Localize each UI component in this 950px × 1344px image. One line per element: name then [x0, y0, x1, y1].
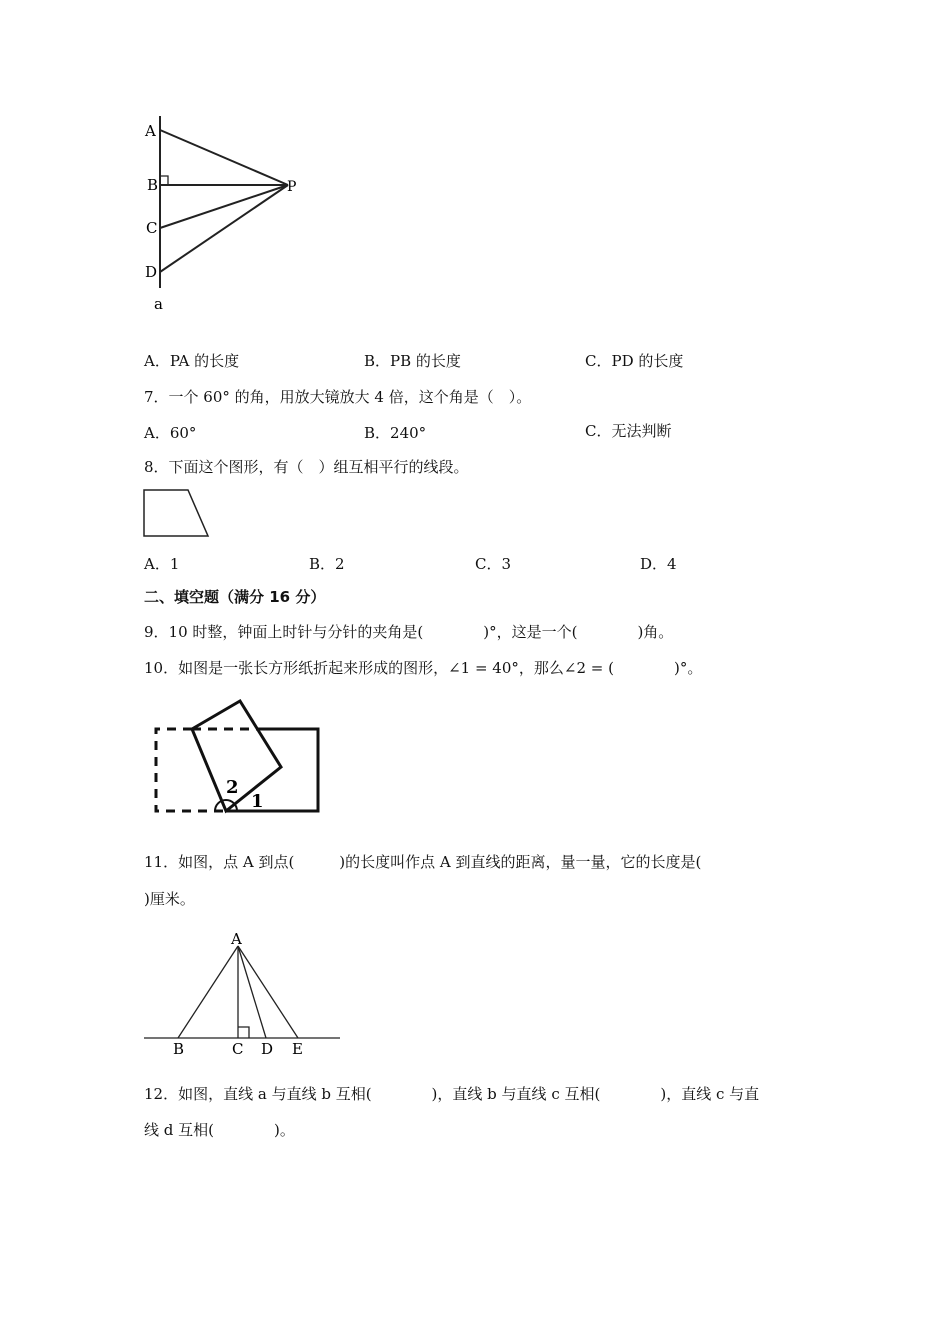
q7-option-c[interactable]: C．无法判断 — [585, 422, 672, 440]
q6-option-b[interactable]: B．PB 的长度 — [364, 352, 461, 370]
q10-folded-paper-figure — [150, 696, 330, 821]
q8-option-b[interactable]: B．2 — [309, 555, 345, 573]
q10-angle-1-label: 1 — [251, 791, 264, 812]
q6-label-d-point: D — [145, 263, 158, 281]
q9-stem: 9．10 时整，钟面上时针与分针的夹角是( )°，这是一个( )角。 — [144, 623, 674, 641]
q8-trapezoid-figure — [142, 488, 212, 540]
q6-label-a-point: A — [145, 122, 156, 140]
q8-stem: 8．下面这个图形，有（ ）组互相平行的线段。 — [144, 458, 469, 476]
q10-stem: 10．如图是一张长方形纸折起来形成的图形，∠1 = 40°，那么∠2 = ( )°。 — [144, 659, 703, 677]
q11-stem-line-2: )厘米。 — [144, 890, 195, 908]
section-2-title: 二、填空题（满分 16 分） — [144, 588, 326, 606]
q6-label-line-a: a — [154, 295, 163, 313]
q6-label-p-point: P — [287, 179, 297, 195]
q11-label-b: B — [173, 1040, 185, 1058]
q8-option-c[interactable]: C．3 — [475, 555, 512, 573]
q11-label-e: E — [292, 1040, 303, 1058]
q6-option-c[interactable]: C．PD 的长度 — [585, 352, 684, 370]
q11-label-c: C — [232, 1040, 244, 1058]
q12-stem-line-2: 线 d 互相( )。 — [144, 1121, 295, 1139]
q11-stem-line-1: 11．如图，点 A 到点( )的长度叫作点 A 到直线的距离，量一量，它的长度是( — [144, 853, 702, 871]
q8-option-d[interactable]: D．4 — [640, 555, 677, 573]
q11-label-d: D — [261, 1040, 274, 1058]
q7-option-a[interactable]: A．60° — [144, 424, 197, 442]
q11-figure — [140, 928, 350, 1060]
q6-label-c-point: C — [146, 219, 158, 237]
q6-figure — [140, 112, 310, 317]
q8-option-a[interactable]: A．1 — [144, 555, 180, 573]
q7-stem: 7．一个 60° 的角，用放大镜放大 4 倍，这个角是（ ）。 — [144, 388, 532, 406]
q10-angle-2-label: 2 — [226, 777, 239, 798]
q6-option-a[interactable]: A．PA 的长度 — [144, 352, 240, 370]
q12-stem-line-1: 12．如图，直线 a 与直线 b 互相( )，直线 b 与直线 c 互相( )，直线 c 与直 — [144, 1085, 760, 1103]
q7-option-b[interactable]: B．240° — [364, 424, 427, 442]
q11-label-a: A — [231, 930, 242, 948]
q6-label-b-point: B — [147, 176, 159, 194]
